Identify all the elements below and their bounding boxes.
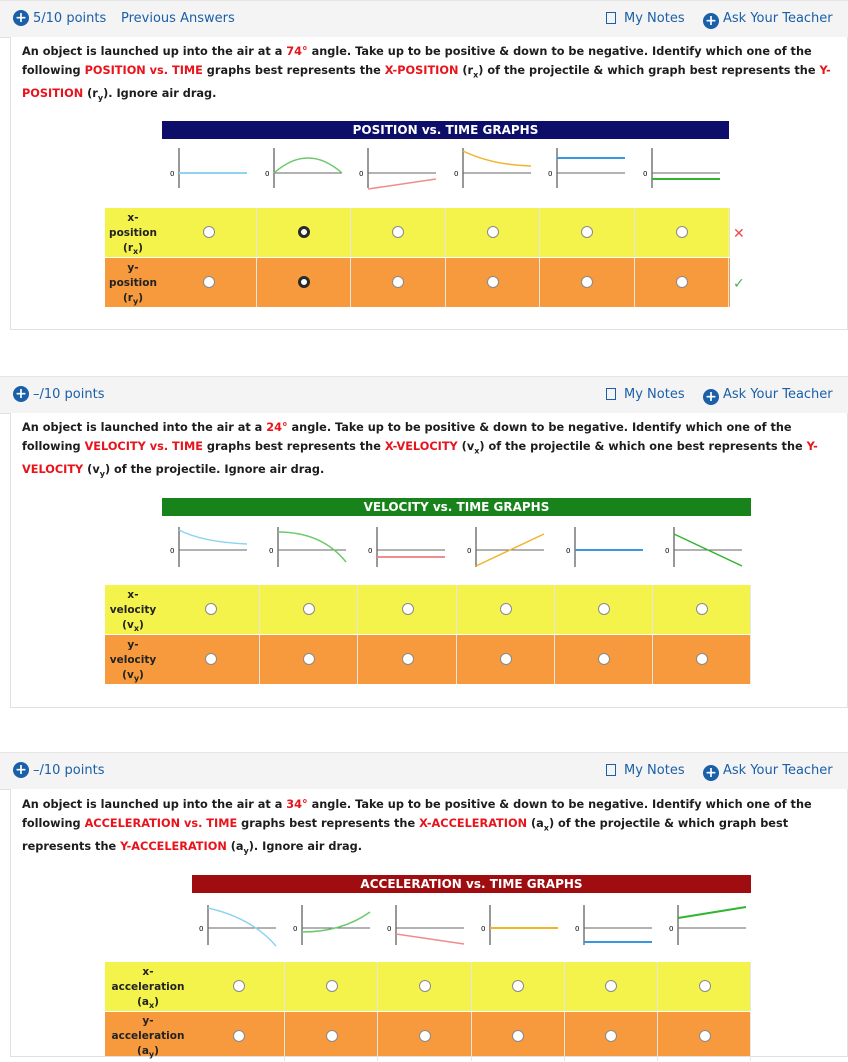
previous-answers-link[interactable]: Previous Answers [121, 11, 235, 26]
q3-row2-radio-3[interactable] [419, 1030, 431, 1042]
q1-row1-label: x- position $(r_x)$ [109, 212, 157, 257]
svg-text:0: 0 [359, 170, 364, 178]
q2-row2-radio-4[interactable] [500, 653, 512, 665]
q2-header [0, 376, 848, 414]
q2-row1-radio-4[interactable] [500, 603, 512, 615]
q1-graph-header: POSITION vs. TIME GRAPHS [162, 121, 729, 139]
svg-text:0: 0 [265, 170, 270, 178]
q1-row1-radio-2[interactable] [298, 226, 310, 238]
expand-icon[interactable]: + [13, 386, 29, 402]
q2-graph-2 [269, 527, 346, 567]
incorrect-icon: ✕ [733, 226, 745, 242]
ask-teacher-button[interactable]: + Ask Your Teacher [703, 11, 833, 29]
svg-text:0: 0 [643, 170, 648, 178]
q3-graph-5 [575, 905, 652, 945]
q2-row1-radio-6[interactable] [696, 603, 708, 615]
q2-question-text: An object is launched into the air at a 24° angle. Take up to be positive & down to be negative. Identify which one of the following VELOCITY vs. TIME graphs best represents the X-VELOCITY $(v_x)$ of the projectile & which one best represents the Y-VELOCITY $(v_y)$ of the projectile. Ignore air drag. [22, 421, 818, 479]
correct-icon: ✓ [733, 276, 745, 292]
svg-text:0: 0 [170, 547, 175, 555]
q3-graph-2 [293, 905, 370, 945]
my-notes-button[interactable]: My Notes [606, 763, 685, 778]
q3-graph-6 [669, 905, 746, 945]
svg-text:0: 0 [454, 170, 459, 178]
q1-graph-6 [643, 148, 720, 188]
q3-row2-label: y- acceleration $(a_y)$ [111, 1015, 185, 1060]
q3-graph-header: ACCELERATION vs. TIME GRAPHS [192, 875, 751, 893]
q1-graph-5 [548, 148, 625, 188]
q2-graph-header: VELOCITY vs. TIME GRAPHS [162, 498, 751, 516]
q2-row1-radio-3[interactable] [402, 603, 414, 615]
q1-header [0, 0, 848, 38]
q3-points: –/10 points [33, 763, 105, 778]
svg-text:0: 0 [387, 925, 392, 933]
q1-row2-radio-6[interactable] [676, 276, 688, 288]
q2-graph-5 [566, 527, 643, 567]
q1-row2-radio-4[interactable] [487, 276, 499, 288]
q2-graphs [162, 522, 751, 572]
q3-row2-radio-1[interactable] [233, 1030, 245, 1042]
svg-text:0: 0 [368, 547, 373, 555]
q1-points: 5/10 points [33, 11, 107, 26]
q2-graph-3 [368, 527, 445, 567]
q1-question-text: An object is launched up into the air at a 74° angle. Take up to be positive & down to be negative. Identify which one of the following POSITION vs. TIME graphs best represents the X-POSITION $(r_x)$ of the projectile & which graph best represents the Y-POSITION $(r_y)$. Ignore air drag. [22, 45, 831, 103]
my-notes-button[interactable]: My Notes [606, 11, 685, 26]
q3-row1-radio-3[interactable] [419, 980, 431, 992]
q1-row1-radio-6[interactable] [676, 226, 688, 238]
svg-text:0: 0 [575, 925, 580, 933]
q1-row2-label: y- position $(r_y)$ [109, 262, 157, 307]
q3-graph-1 [199, 905, 276, 946]
q2-row2-radio-1[interactable] [205, 653, 217, 665]
expand-icon[interactable]: + [13, 762, 29, 778]
q3-row1-radio-6[interactable] [699, 980, 711, 992]
q1-graph-1 [170, 148, 247, 188]
q1-graphs [162, 143, 729, 193]
q2-graph-1 [170, 527, 247, 567]
q3-header [0, 752, 848, 790]
q1-graph-3 [359, 148, 436, 189]
svg-text:0: 0 [665, 547, 670, 555]
svg-text:0: 0 [669, 925, 674, 933]
q1-graph-4 [454, 148, 531, 188]
svg-text:0: 0 [566, 547, 571, 555]
ask-teacher-button[interactable]: + Ask Your Teacher [703, 387, 833, 405]
q2-points: –/10 points [33, 387, 105, 402]
svg-text:0: 0 [548, 170, 553, 178]
svg-text:0: 0 [269, 547, 274, 555]
q3-graphs [192, 900, 751, 950]
svg-text:0: 0 [170, 170, 175, 178]
q3-row2-radio-2[interactable] [326, 1030, 338, 1042]
q3-graph-3 [387, 905, 464, 945]
q3-row2-radio-6[interactable] [699, 1030, 711, 1042]
q3-row1-label: x- acceleration $(a_x)$ [111, 966, 185, 1011]
q2-row1-label: x- velocity $(v_x)$ [109, 589, 157, 634]
q1-row1-radio-4[interactable] [487, 226, 499, 238]
q3-row1-radio-1[interactable] [233, 980, 245, 992]
my-notes-button[interactable]: My Notes [606, 387, 685, 402]
q2-row1-radio-5[interactable] [598, 603, 610, 615]
q2-row2-label: y- velocity $(v_y)$ [109, 639, 157, 684]
q2-graph-6 [665, 527, 742, 567]
q3-graph-4 [481, 905, 558, 945]
q1-graph-2 [265, 148, 342, 188]
q2-row2-radio-3[interactable] [402, 653, 414, 665]
plus-circle-icon: + [703, 13, 719, 29]
notes-icon [606, 12, 616, 24]
svg-text:0: 0 [199, 925, 204, 933]
ask-teacher-button[interactable]: + Ask Your Teacher [703, 763, 833, 781]
plus-circle-icon: + [703, 765, 719, 781]
q2-row2-radio-5[interactable] [598, 653, 610, 665]
svg-text:0: 0 [481, 925, 486, 933]
q2-graph-4 [467, 527, 544, 567]
q3-question-text: An object is launched up into the air at a 34° angle. Take up to be positive & down to be negative. Identify which one of the following ACCELERATION vs. TIME graphs best represents the X-ACCELERATION $(a_x)$ of the projectile & which graph best represents the Y-ACCELERATION $(a_y)$. Ignore air drag. [22, 798, 812, 856]
plus-circle-icon: + [703, 389, 719, 405]
q3-row1-radio-2[interactable] [326, 980, 338, 992]
q2-row1-radio-1[interactable] [205, 603, 217, 615]
q1-row2-radio-2[interactable] [298, 276, 310, 288]
svg-text:0: 0 [293, 925, 298, 933]
q2-row2-radio-6[interactable] [696, 653, 708, 665]
notes-icon [606, 388, 616, 400]
notes-icon [606, 764, 616, 776]
svg-text:0: 0 [467, 547, 472, 555]
expand-icon[interactable]: + [13, 10, 29, 26]
